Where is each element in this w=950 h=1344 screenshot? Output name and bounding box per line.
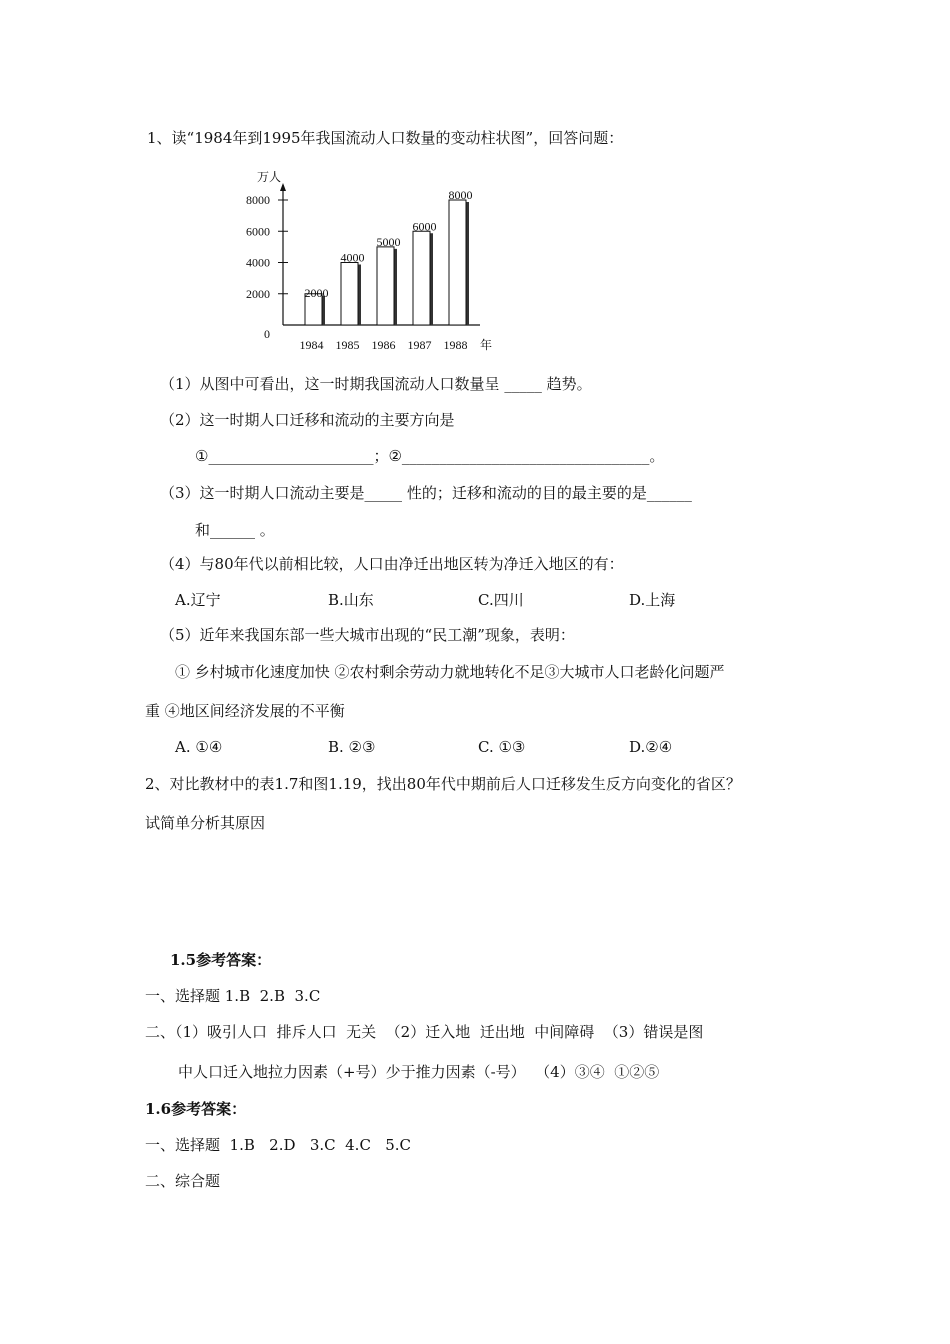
bar <box>449 200 466 325</box>
q1-sub3-line1: （3）这一时期人口流动主要是_____ 性的；迁移和流动的目的最主要的是______ <box>160 484 692 502</box>
y-tick-label: 0 <box>264 327 270 341</box>
x-tick-label: 1986 <box>371 338 396 352</box>
bar-data-label: 2000 <box>304 285 329 300</box>
answer-1-6-line1: 一、选择题 1.B 2.D 3.C 4.C 5.C <box>145 1136 412 1154</box>
q1-sub5-line2: 重 ④地区间经济发展的不平衡 <box>145 702 345 720</box>
q1-sub5-option-c: C. ①③ <box>478 738 526 756</box>
q1-sub5-option-d: D.②④ <box>629 738 673 756</box>
q1-sub4-option-c: C.四川 <box>478 591 524 609</box>
bar-data-label: 4000 <box>340 250 365 265</box>
y-tick-label: 4000 <box>246 255 270 270</box>
answer-1-6-title: 1.6参考答案： <box>145 1100 247 1118</box>
bar <box>341 263 358 326</box>
y-tick-label: 2000 <box>246 286 270 301</box>
q2-line1: 2、对比教材中的表1.7和图1.19，找出80年代中期前后人口迁移发生反方向变化的省区？ <box>145 775 741 793</box>
x-tick-label: 1985 <box>335 338 360 352</box>
y-axis-unit-label: 万人 <box>256 170 282 184</box>
q1-sub2-blanks: ①______________________；②_________________________________。 <box>195 447 665 465</box>
bar-data-label: 5000 <box>376 234 401 249</box>
x-tick-label: 1984 <box>299 338 324 352</box>
answer-1-5-line3: 中人口迁入地拉力因素（+号）少于推力因素（-号） （4）③④ ①②⑤ <box>178 1063 660 1081</box>
answer-1-5-title: 1.5参考答案： <box>170 951 272 969</box>
q1-sub2: （2）这一时期人口迁移和流动的主要方向是 <box>160 411 455 429</box>
x-tick-label: 1988 <box>443 338 468 352</box>
q1-sub5-line1: ① 乡村城市化速度加快 ②农村剩余劳动力就地转化不足③大城市人口老龄化问题严 <box>175 663 725 681</box>
bar <box>377 247 394 325</box>
y-tick-label: 8000 <box>246 193 270 207</box>
answer-1-5-line1: 一、选择题 1.B 2.B 3.C <box>145 987 321 1005</box>
answer-1-6-line2: 二、综合题 <box>145 1172 221 1190</box>
q1-prompt: 1、读“1984年到1995年我国流动人口数量的变动柱状图”，回答问题： <box>147 129 624 147</box>
bar-data-label: 6000 <box>412 219 437 234</box>
q1-sub5: （5）近年来我国东部一些大城市出现的“民工潮”现象，表明： <box>160 626 575 644</box>
q2-line2: 试简单分析其原因 <box>145 814 266 832</box>
q1-sub3-line2: 和______ 。 <box>195 521 275 539</box>
q1-sub1: （1）从图中可看出，这一时期我国流动人口数量呈 _____ 趋势。 <box>160 375 592 393</box>
population-bar-chart <box>230 165 510 360</box>
bar-data-label: 8000 <box>448 188 473 202</box>
x-tick-label: 1987 <box>407 338 432 352</box>
y-tick-label: 6000 <box>246 224 270 239</box>
q1-sub4-option-d: D.上海 <box>629 591 676 609</box>
q1-sub4-option-a: A.辽宁 <box>175 591 221 609</box>
x-axis-unit-label: 年 <box>479 338 493 352</box>
q1-sub5-option-b: B. ②③ <box>328 738 376 756</box>
q1-sub4-option-b: B.山东 <box>328 591 374 609</box>
answer-1-5-line2: 二、（1）吸引人口 排斥人口 无关 （2）迁入地 迁出地 中间障碍 （3）错误是图 <box>145 1023 704 1041</box>
q1-sub5-option-a: A. ①④ <box>175 738 223 756</box>
q1-sub4: （4）与80年代以前相比较，人口由净迁出地区转为净迁入地区的有： <box>160 555 624 573</box>
y-axis-arrow <box>280 183 286 191</box>
bar <box>413 231 430 325</box>
